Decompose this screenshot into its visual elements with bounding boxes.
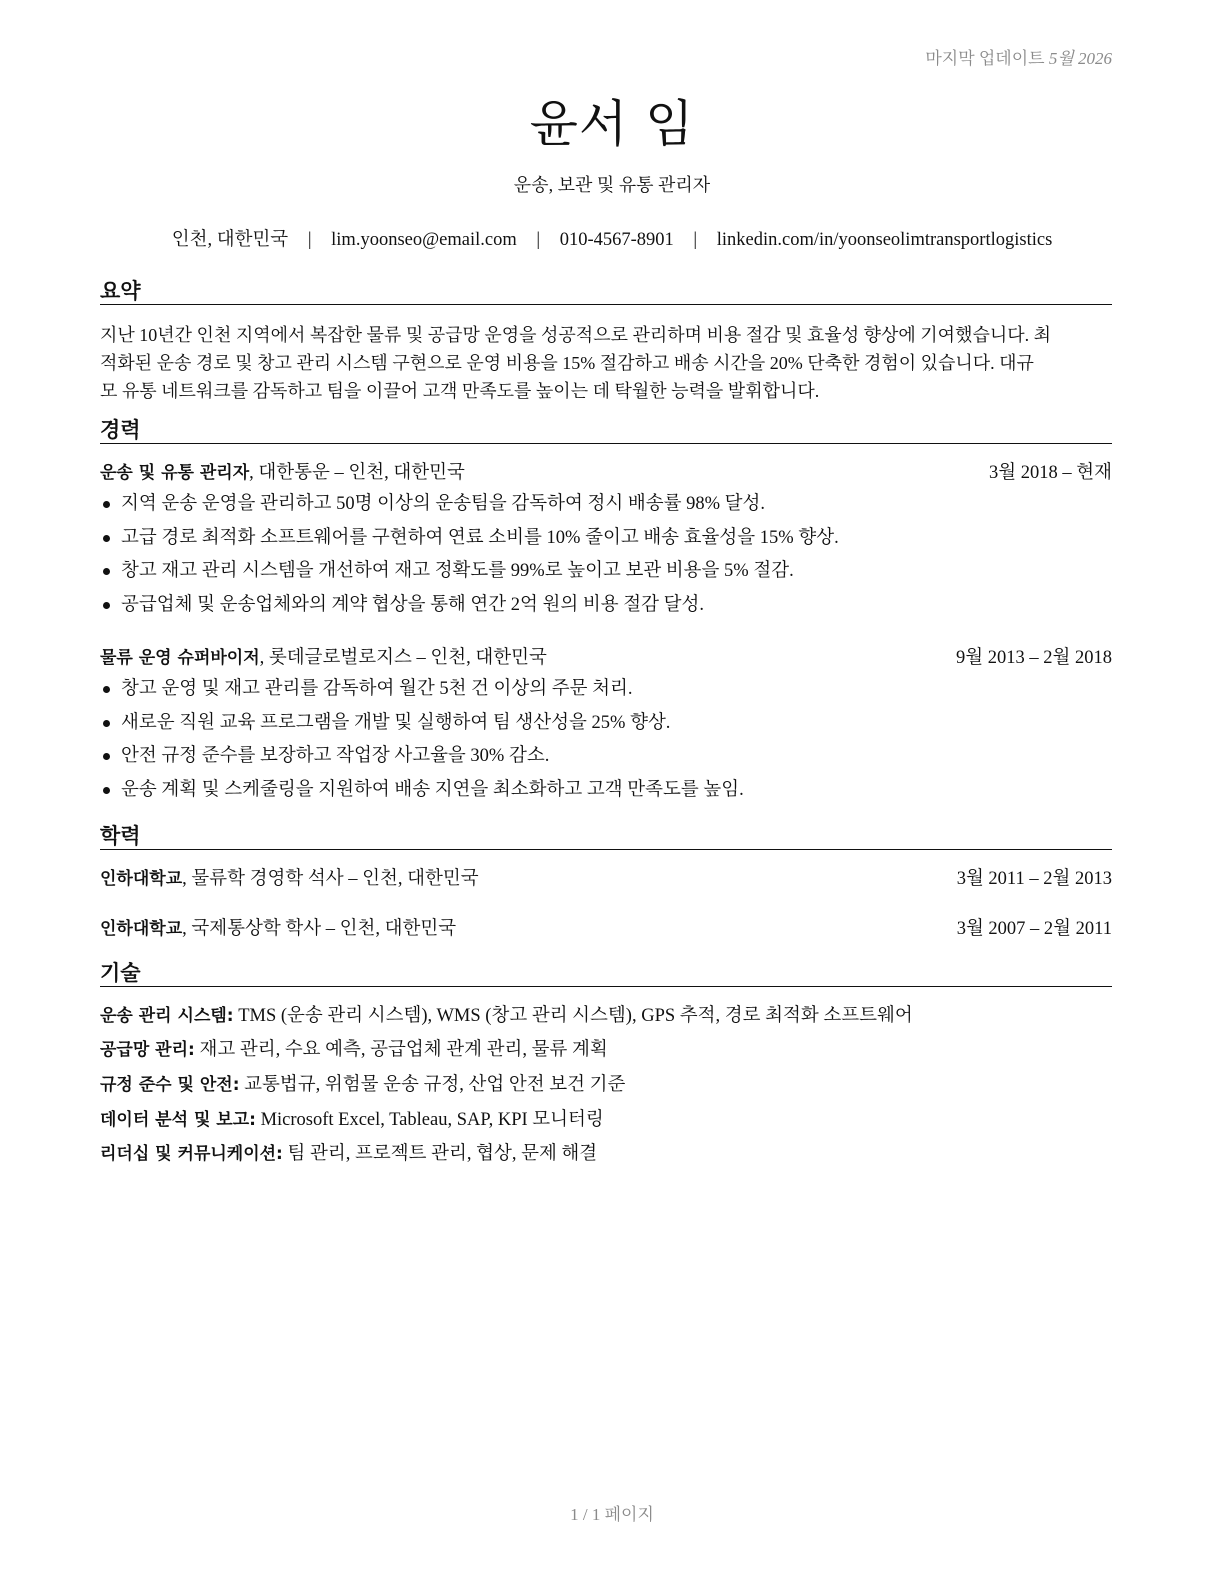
skill-category: 규정 준수 및 안전: (100, 1075, 240, 1095)
bullet-item: 창고 운영 및 재고 관리를 감독하여 월간 5천 건 이상의 주문 처리. (100, 676, 1112, 710)
job-dates: 9월 2013 – 2월 2018 (956, 648, 1112, 668)
contact-email[interactable]: lim.yoonseo@email.com (331, 230, 517, 250)
contact-separator: | (693, 230, 698, 250)
education-degree: , 국제통상학 학사 – 인천, 대한민국 (182, 919, 457, 939)
education-entry (100, 866, 1112, 892)
education-heading: 학력 (100, 822, 1112, 850)
summary-text (100, 321, 1112, 405)
job-title: 운송, 보관 및 유통 관리자 (513, 175, 711, 195)
education-dates: 3월 2007 – 2월 2011 (956, 919, 1112, 939)
skills-heading: 기술 (100, 959, 1112, 987)
bullet-item: 창고 재고 관리 시스템을 개선하여 재고 정확도를 99%로 높이고 보관 비용을 5% 절감. (100, 558, 1112, 592)
summary-line: 적화된 운송 경로 및 창고 관리 시스템 구현으로 운영 비용을 15% 절감하고 배송 시간을 20% 단축한 경험이 있습니다. 대규 (100, 353, 1034, 373)
page-number: 1 / 1 페이지 (570, 1505, 654, 1524)
skill-category: 운송 관리 시스템: (100, 1006, 234, 1026)
bullet-item: 새로운 직원 교육 프로그램을 개발 및 실행하여 팀 생산성을 25% 향상. (100, 710, 1112, 744)
skill-values: 팀 관리, 프로젝트 관리, 협상, 문제 해결 (282, 1144, 598, 1164)
skill-line (100, 1037, 1112, 1063)
experience-heading: 경력 (100, 416, 1112, 444)
skill-line (100, 1107, 1112, 1133)
job-bullets (100, 491, 1112, 625)
education-entry (100, 916, 1112, 942)
contact-separator: | (307, 230, 312, 250)
job-dates: 3월 2018 – 현재 (989, 463, 1112, 483)
skill-values: Microsoft Excel, Tableau, SAP, KPI 모니터링 (255, 1110, 604, 1130)
summary-heading: 요약 (100, 277, 1112, 305)
skill-values: 재고 관리, 수요 예측, 공급업체 관계 관리, 물류 계획 (194, 1040, 608, 1060)
bullet-item: 안전 규정 준수를 보장하고 작업장 사고율을 30% 감소. (100, 743, 1112, 777)
skill-category: 리더십 및 커뮤니케이션: (100, 1144, 283, 1164)
summary-line: 지난 10년간 인천 지역에서 복잡한 물류 및 공급망 운영을 성공적으로 관리하며 비용 절감 및 효율성 향상에 기여했습니다. 최 (100, 325, 1052, 345)
job-position: 물류 운영 슈퍼바이저 (100, 648, 260, 668)
job-header (100, 645, 1112, 671)
job-employer: , 롯데글로벌로지스 – 인천, 대한민국 (259, 648, 547, 668)
contact-line (0, 225, 1224, 251)
candidate-name: 윤서 임 (529, 95, 695, 153)
bullet-item: 고급 경로 최적화 소프트웨어를 구현하여 연료 소비를 10% 줄이고 배송 효율성을 15% 향상. (100, 525, 1112, 559)
skill-line (100, 1141, 1112, 1167)
education-dates: 3월 2011 – 2월 2013 (956, 869, 1112, 889)
skill-line (100, 1003, 1112, 1029)
last-updated (925, 44, 1112, 69)
bullet-item: 공급업체 및 운송업체와의 계약 협상을 통해 연간 2억 원의 비용 절감 달성. (100, 592, 1112, 626)
job-bullets (100, 676, 1112, 810)
skill-values: TMS (운송 관리 시스템), WMS (창고 관리 시스템), GPS 추적, 경로 최적화 소프트웨어 (233, 1006, 913, 1026)
education-school: 인하대학교 (100, 869, 183, 889)
summary-line: 모 유통 네트워크를 감독하고 팀을 이끌어 고객 만족도를 높이는 데 탁월한 능력을 발휘합니다. (100, 381, 820, 401)
job-position: 운송 및 유통 관리자 (100, 463, 250, 483)
education-school: 인하대학교 (100, 919, 183, 939)
skill-category: 공급망 관리: (100, 1040, 195, 1060)
skill-line (100, 1072, 1112, 1098)
bullet-item: 지역 운송 운영을 관리하고 50명 이상의 운송팀을 감독하여 정시 배송률 98% 달성. (100, 491, 1112, 525)
last-updated-date: 5월 2026 (1048, 49, 1112, 68)
contact-separator: | (536, 230, 541, 250)
contact-location: 인천, 대한민국 (171, 230, 289, 250)
last-updated-label: 마지막 업데이트 (925, 49, 1045, 68)
contact-phone: 010-4567-8901 (559, 230, 674, 250)
job-header (100, 460, 1112, 486)
contact-linkedin[interactable]: linkedin.com/in/yoonseolimtransportlogistics (716, 230, 1053, 250)
skill-values: 교통법규, 위험물 운송 규정, 산업 안전 보건 기준 (239, 1075, 626, 1095)
skill-category: 데이터 분석 및 보고: (100, 1110, 256, 1130)
job-employer: , 대한통운 – 인천, 대한민국 (249, 463, 465, 483)
bullet-item: 운송 계획 및 스케줄링을 지원하여 배송 지연을 최소화하고 고객 만족도를 높임. (100, 777, 1112, 811)
education-degree: , 물류학 경영학 석사 – 인천, 대한민국 (182, 869, 479, 889)
